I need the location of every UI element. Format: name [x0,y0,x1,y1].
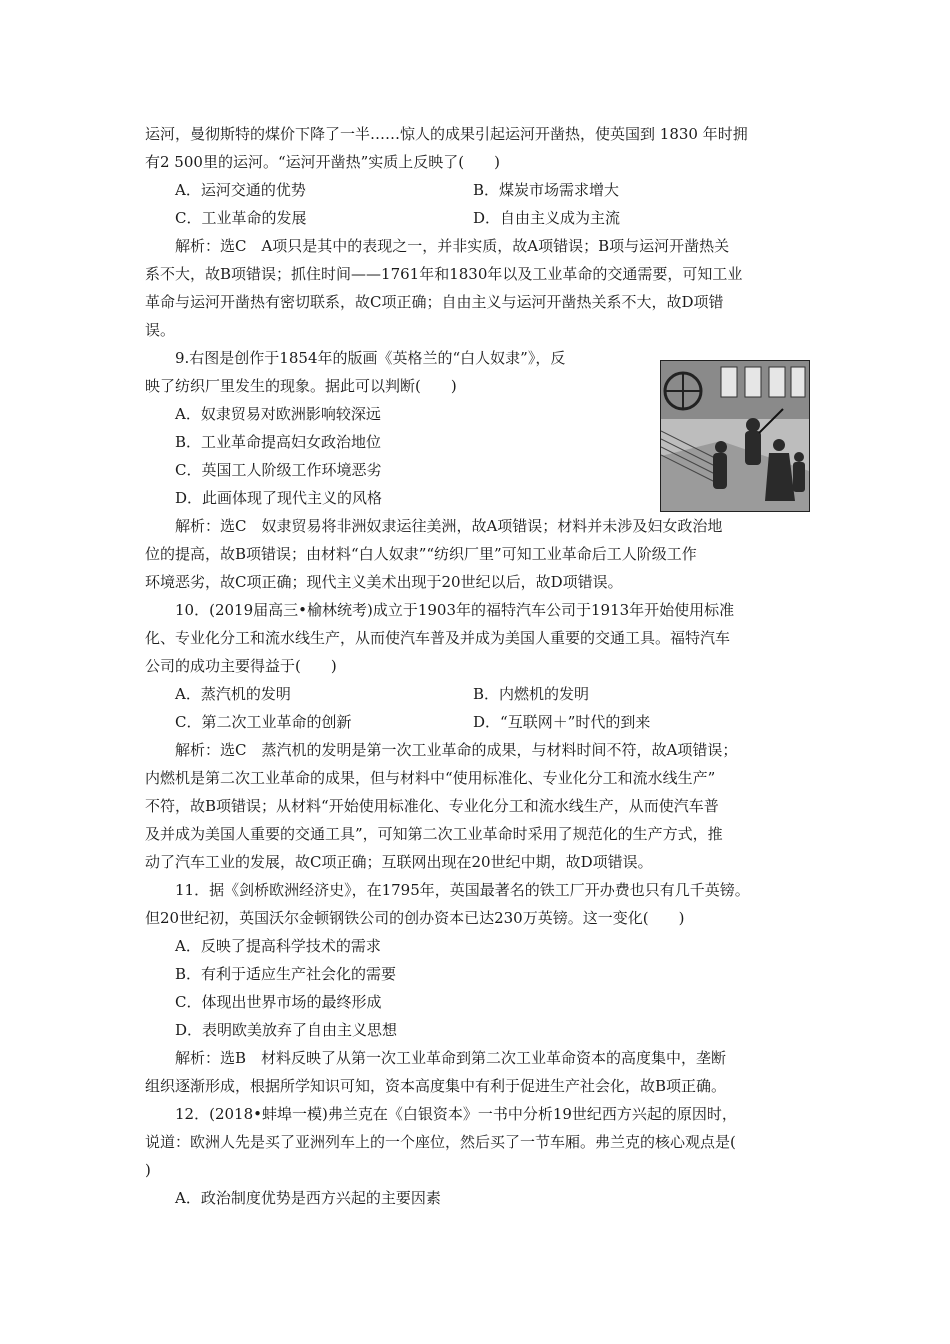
q10-analysis-line: 动了汽车工业的发展，故C项正确；互联网出现在20世纪中期，故D项错误。 [145,853,653,871]
q12-stem-line: ) [145,1161,151,1179]
q11-option-a: A．反映了提高科学技术的需求 [175,937,381,955]
q11-option-d: D．表明欧美放弃了自由主义思想 [175,1021,398,1039]
q8-option-a: A．运河交通的优势 [175,181,306,199]
q8-analysis-line: 革命与运河开凿热有密切联系，故C项正确；自由主义与运河开凿热关系不大，故D项错 [145,293,724,311]
q10-analysis-line: 及并成为美国人重要的交通工具”，可知第二次工业革命时采用了规范化的生产方式，推 [145,825,723,843]
q9-option-c: C．英国工人阶级工作环境恶劣 [175,461,382,479]
q10-analysis-line: 内燃机是第二次工业革命的成果，但与材料中“使用标准化、专业化分工和流水线生产” [145,769,716,787]
q10-stem-line: 化、专业化分工和流水线生产，从而使汽车普及并成为美国人重要的交通工具。福特汽车 [145,629,731,647]
q10-analysis-line: 解析：选C 蒸汽机的发明是第一次工业革命的成果，与材料时间不符，故A项错误； [175,741,738,759]
q8-option-d: D．自由主义成为主流 [473,209,621,227]
q9-analysis-line: 位的提高，故B项错误；由材料“白人奴隶”“纺织厂里”可知工业革命后工人阶级工作 [145,545,697,563]
q9-stem-line: 9.右图是创作于1854年的版画《英格兰的“白人奴隶”》，反 [175,349,566,367]
q10-analysis-line: 不符，故B项错误；从材料“开始使用标准化、专业化分工和流水线生产，从而使汽车普 [145,797,719,815]
q9-stem-line: 映了纺织厂里发生的现象。据此可以判断( ) [145,377,457,395]
q9-option-d: D．此画体现了现代主义的风格 [175,489,383,507]
q9-option-b: B．工业革命提高妇女政治地位 [175,433,382,451]
q9-analysis-line: 解析：选C 奴隶贸易将非洲奴隶运往美洲，故A项错误；材料并未涉及妇女政治地 [175,517,723,535]
q8-option-b: B．煤炭市场需求增大 [473,181,620,199]
q11-stem-line: 但20世纪初，英国沃尔金顿钢铁公司的创办资本已达230万英镑。这一变化( ) [145,909,685,927]
q11-analysis-line: 解析：选B 材料反映了从第一次工业革命到第二次工业革命资本的高度集中，垄断 [175,1049,727,1067]
q8-stem-line: 有2 500里的运河。“运河开凿热”实质上反映了( ) [145,153,500,171]
q10-stem-line: 公司的成功主要得益于( ) [145,657,337,675]
q8-analysis-line: 误。 [145,321,176,339]
q10-option-c: C．第二次工业革命的创新 [175,713,352,731]
q9-option-a: A．奴隶贸易对欧洲影响较深远 [175,405,381,423]
q8-analysis-line: 系不大，故B项错误；抓住时间——1761年和1830年以及工业革命的交通需要，可知工业 [145,265,743,283]
q10-option-d: D．“互联网＋”时代的到来 [473,713,651,731]
q11-stem-line: 11．据《剑桥欧洲经济史》，在1795年，英国最著名的铁工厂开办费也只有几千英镑。 [175,881,750,899]
q8-stem-line: 运河，曼彻斯特的煤价下降了一半……惊人的成果引起运河开凿热，使英国到 1830 年时拥 [145,125,748,143]
q11-analysis-line: 组织逐渐形成，根据所学知识可知，资本高度集中有利于促进生产社会化，故B项正确。 [145,1077,727,1095]
factory-scene-icon [661,361,809,511]
q9-analysis-line: 环境恶劣，故C项正确；现代主义美术出现于20世纪以后，故D项错误。 [145,573,623,591]
q11-option-b: B．有利于适应生产社会化的需要 [175,965,397,983]
q10-stem-line: 10．(2019届高三•榆林统考)成立于1903年的福特汽车公司于1913年开始使用标准 [175,601,735,619]
q8-option-c: C．工业革命的发展 [175,209,307,227]
q12-option-a: A．政治制度优势是西方兴起的主要因素 [175,1189,441,1207]
q11-option-c: C．体现出世界市场的最终形成 [175,993,382,1011]
q10-option-b: B．内燃机的发明 [473,685,590,703]
engraving-illustration [660,360,810,512]
q12-stem-line: 说道：欧洲人先是买了亚洲列车上的一个座位，然后买了一节车厢。弗兰克的核心观点是( [145,1133,736,1151]
q10-option-a: A．蒸汽机的发明 [175,685,291,703]
q12-stem-line: 12．(2018•蚌埠一模)弗兰克在《白银资本》一书中分析19世纪西方兴起的原因时， [175,1105,737,1123]
q8-analysis-line: 解析：选C A项只是其中的表现之一，并非实质，故A项错误；B项与运河开凿热关 [175,237,730,255]
